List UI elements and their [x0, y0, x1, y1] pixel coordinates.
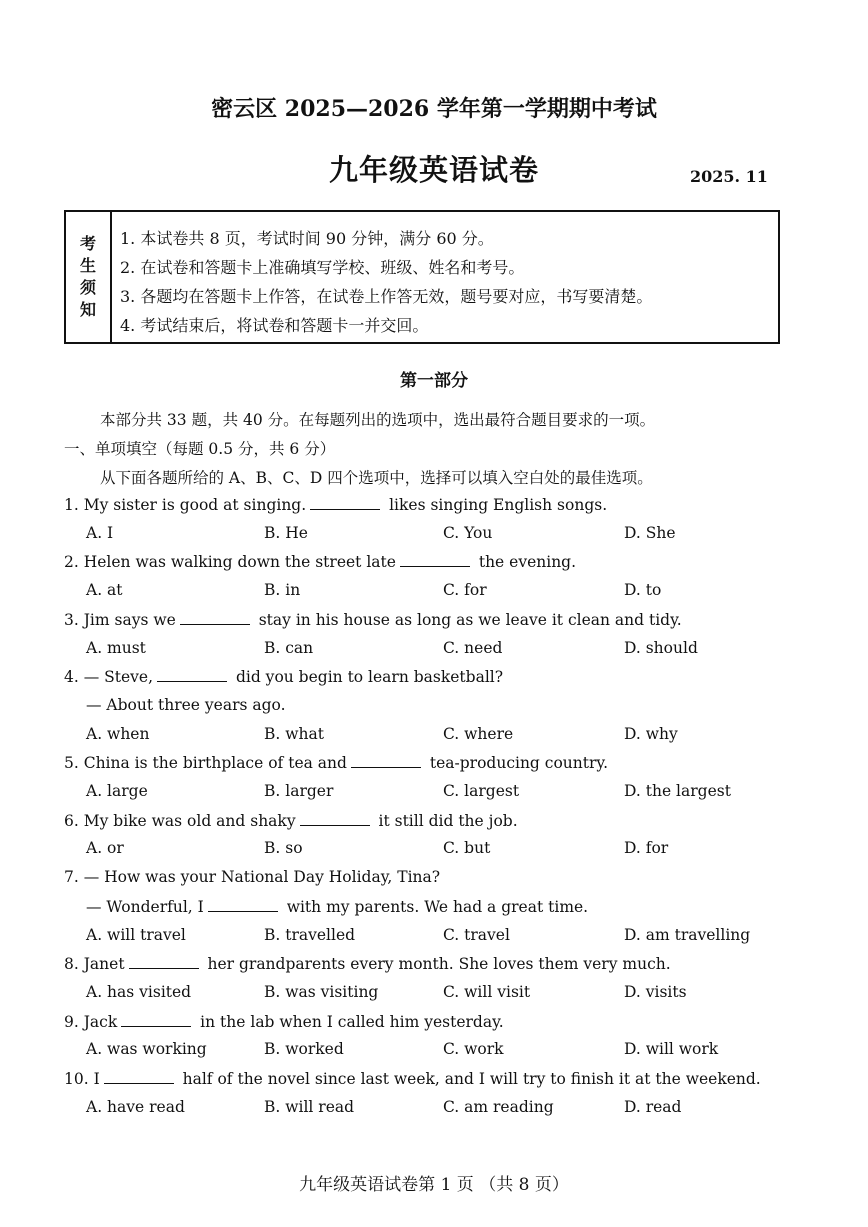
question-text: likes singing English songs.: [384, 496, 608, 514]
answer-option: B. He: [264, 523, 308, 542]
answer-blank: [300, 811, 370, 826]
part-title: 第一部分: [400, 371, 468, 391]
answer-option: B. travelled: [264, 925, 356, 944]
answer-option: C. for: [443, 581, 487, 600]
answer-option: A. or: [86, 839, 124, 858]
answer-blank: [180, 610, 250, 625]
question-text: her grandparents every month. She loves them very much.: [202, 955, 671, 974]
question-stem: [64, 495, 607, 514]
answer-option: C. am reading: [443, 1097, 554, 1116]
notice-label-char: 考: [79, 234, 96, 253]
answer-option: B. worked: [264, 1040, 344, 1059]
question-text: in the lab when I called him yesterday.: [195, 1012, 504, 1031]
question-text: 6. My bike was old and shaky: [64, 811, 296, 830]
answer-blank: [157, 667, 227, 682]
notice-label-char: 生: [79, 256, 96, 275]
question-text: 9. Jack: [64, 1012, 118, 1031]
answer-option: D. for: [624, 839, 669, 858]
notice-label-char: 须: [79, 278, 96, 297]
question-stem: [64, 552, 576, 571]
section-instruction: 从下面各题所给的 A、B、C、D 四个选项中，选择可以填入空白处的最佳选项。: [100, 469, 653, 487]
page-footer: 九年级英语试卷第 1 页 （共 8 页）: [299, 1175, 569, 1195]
answer-blank: [400, 552, 470, 567]
answer-option: A. have read: [86, 1097, 185, 1116]
notice-item: 3. 各题均在答题卡上作答，在试卷上作答无效，题号要对应，书写要清楚。: [120, 287, 653, 306]
question-text: stay in his house as long as we leave it clean and tidy.: [253, 610, 682, 629]
answer-blank: [208, 897, 278, 912]
notice-items: [120, 224, 652, 340]
question-text: 1. My sister is good at singing.: [64, 496, 307, 514]
answer-option: D. the largest: [624, 782, 731, 800]
question-text: 8. Janet: [64, 955, 125, 974]
answer-option: D. am travelling: [624, 925, 751, 944]
answer-option: B. in: [264, 581, 301, 600]
question-stem: [64, 1069, 761, 1088]
question-stem: [64, 1012, 504, 1031]
answer-option: B. larger: [264, 782, 334, 800]
answer-option: C. You: [443, 523, 493, 542]
answer-blank: [310, 495, 380, 510]
question-text: 7. — How was your National Day Holiday, Tina?: [64, 868, 441, 887]
notice-item: 4. 考试结束后，将试卷和答题卡一并交回。: [120, 316, 429, 335]
answer-option: C. where: [443, 724, 514, 743]
answer-blank: [351, 753, 421, 768]
question-stem: [64, 753, 608, 772]
answer-option: C. will visit: [443, 982, 531, 1001]
question-text: the evening.: [473, 553, 577, 572]
answer-option: B. can: [264, 638, 314, 657]
notice-label-char: 知: [79, 300, 96, 319]
exam-notice-box: [64, 210, 780, 344]
question-text: with my parents. We had a great time.: [281, 897, 589, 916]
paper-title: 九年级英语试卷: [328, 153, 539, 187]
answer-blank: [104, 1069, 174, 1084]
answer-option: A. at: [86, 581, 123, 600]
answer-option: A. will travel: [86, 925, 186, 944]
question-text: tea-producing country.: [424, 754, 609, 773]
answer-option: C. work: [443, 1040, 504, 1059]
question-text: did you begin to learn basketball?: [231, 668, 504, 687]
question-stem: [86, 696, 286, 714]
question-stem: [64, 610, 682, 629]
answer-option: A. was working: [86, 1040, 207, 1059]
section-title: 一、单项填空（每题 0.5 分，共 6 分）: [64, 440, 336, 458]
answer-option: A. must: [86, 638, 146, 657]
answer-option: B. so: [264, 839, 303, 858]
answer-option: B. will read: [264, 1097, 355, 1116]
part-intro: 本部分共 33 题，共 40 分。在每题列出的选项中，选出最符合题目要求的一项。: [100, 411, 656, 429]
answer-option: D. should: [624, 638, 698, 657]
question-text: 5. China is the birthplace of tea and: [64, 754, 347, 773]
notice-item: 1. 本试卷共 8 页，考试时间 90 分钟，满分 60 分。: [120, 229, 494, 248]
question-text: — About three years ago.: [86, 695, 286, 714]
question-stem: [86, 897, 588, 916]
exam-title: 密云区 2025—2026 学年第一学期期中考试: [211, 96, 657, 122]
answer-option: B. what: [264, 724, 324, 743]
answer-option: D. why: [624, 724, 678, 743]
answer-option: D. visits: [624, 982, 687, 1001]
answer-blank: [121, 1012, 191, 1027]
paper-date: 2025. 11: [690, 167, 768, 186]
question-text: — Wonderful, I: [86, 897, 204, 916]
answer-option: C. need: [443, 638, 503, 657]
notice-item: 2. 在试卷和答题卡上准确填写学校、班级、姓名和考号。: [120, 258, 525, 277]
answer-blank: [129, 954, 199, 969]
answer-option: A. large: [86, 782, 148, 800]
question-text: 4. — Steve,: [64, 668, 154, 687]
answer-option: D. She: [624, 523, 676, 542]
question-stem: [64, 811, 518, 830]
question-stem: [64, 868, 440, 886]
answer-option: D. will work: [624, 1040, 719, 1059]
question-stem: [64, 667, 503, 686]
question-text: 2. Helen was walking down the street late: [64, 553, 396, 572]
question-text: 3. Jim says we: [64, 610, 176, 629]
question-text: it still did the job.: [373, 811, 518, 830]
answer-option: D. read: [624, 1097, 682, 1116]
answer-option: B. was visiting: [264, 982, 379, 1001]
answer-option: C. largest: [443, 782, 520, 800]
answer-option: A. I: [86, 523, 114, 542]
answer-option: A. has visited: [86, 982, 192, 1001]
question-text: half of the novel since last week, and I will try to finish it at the weekend.: [177, 1070, 761, 1088]
question-text: 10. I: [64, 1070, 100, 1088]
notice-label: [66, 212, 112, 342]
answer-option: D. to: [624, 581, 662, 600]
answer-option: C. travel: [443, 925, 510, 944]
answer-option: A. when: [86, 724, 150, 743]
question-stem: [64, 954, 671, 973]
answer-option: C. but: [443, 839, 491, 858]
